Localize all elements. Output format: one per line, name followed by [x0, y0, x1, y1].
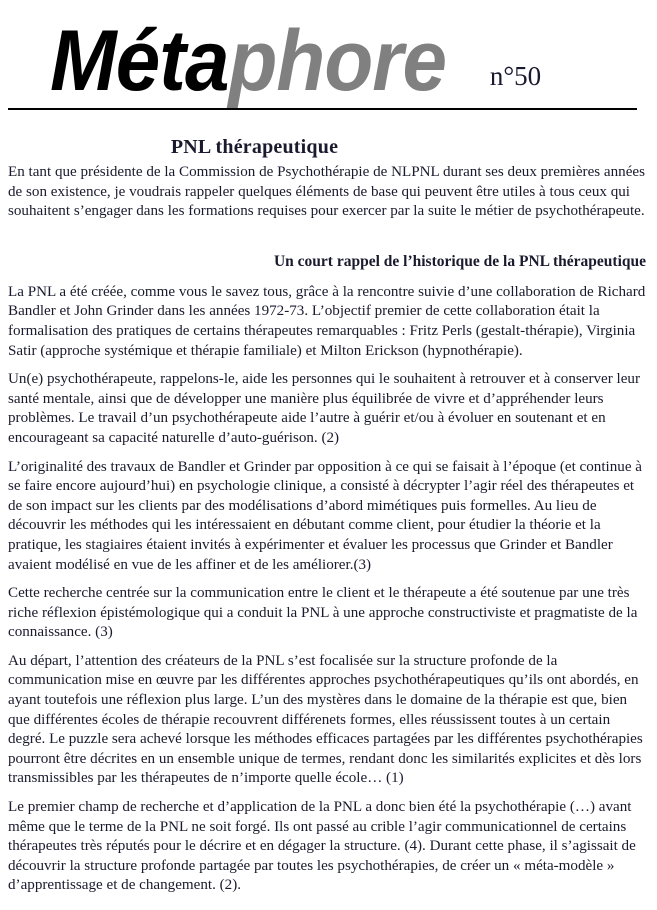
paragraph: La PNL a été créée, comme vous le savez tous, grâce à la rencontre suivie d’une collaboration de Richard Bandler et John Grinder dans les années 1972-73. L’objectif premier de cette collaboration était la formalisation des pratiques de certains thérapeutes remarquables : Fritz Perls (gestalt-thérapie), Virginia Satir (approche systémique et thérapie familiale) et Milton Erickson (hypnothérapie).: [8, 283, 646, 359]
article-body-continued: [8, 271, 649, 896]
publication-title-second-part: phore: [228, 12, 447, 109]
section-heading: Un court rappel de l’historique de la PNL thérapeutique: [273, 252, 646, 270]
publication-title-first-part: Méta: [50, 12, 229, 109]
issue-number: n°50: [489, 61, 542, 91]
page-title: PNL thérapeutique: [170, 136, 339, 158]
article-body: [8, 159, 649, 222]
paragraph: Un(e) psychothérapeute, rappelons-le, aide les personnes qui le souhaitent à retrouver et à conserver leur santé mentale, ainsi que de développer une manière plus équilibrée de vivre et d’appréhender leurs problèmes. Le travail d’un psychothérapeute aide l’autre à guérir et/ou à évoluer en soutenant et en encourageant sa capacité naturelle d’auto-guérison. (2): [8, 371, 641, 446]
paragraph: En tant que présidente de la Commission de Psychothérapie de NLPNL durant ses deux premières années de son existence, je voudrais rappeler quelques éléments de base qui peuvent être utiles à tous ceux qui souhaitent s’engager dans les formations requises pour exercer par la suite le métier de psychothérapeute.: [8, 164, 645, 220]
publication-title: [50, 12, 447, 109]
masthead-divider: [8, 108, 637, 110]
paragraph: Cette recherche centrée sur la communication entre le client et le thérapeute a été soutenue par une très riche réflexion épistémologique qui a conduit la PNL à une approche constructiviste et pragmatiste de la connaissance. (3): [8, 585, 638, 641]
paragraph: L’originalité des travaux de Bandler et Grinder par opposition à ce qui se faisait à l’époque (et continue à se faire encore aujourd’hui) en psychologie clinique, a consisté à décrypter l’agir réel des thérapeutes et de son impact sur les clients par des modélisations d’abord mimétiques puis formelles. Au lieu de découvrir les méthodes qui les intéressaient en débutant comme client, pour étudier la théorie et la pratique, les stagiaires étaient invités à expérimenter et évaluer les processus que Grinder et Bandler avaient modélisé en vue de les affiner et de les améliorer.(3): [8, 458, 642, 573]
masthead: [8, 0, 649, 109]
paragraph: Le premier champ de recherche et d’application de la PNL a donc bien été la psychothérapie (…) avant même que le terme de la PNL ne soit forgé. Ils ont passé au crible l’agir communicationnel de certains thérapeutes très réputés pour le décrire et en dégager la structure. (4). Durant cette phase, il s’agissait de découvrir la structure profonde partagée par toutes les psychothérapies, de créer un « méta-modèle » d’apprentissage et de changement. (2).: [8, 799, 636, 894]
paragraph: Au départ, l’attention des créateurs de la PNL s’est focalisée sur la structure profonde de la communication mise en œuvre par les différentes approches psychothérapeutiques qu’ils ont abordés, en ayant toutefois une réflexion plus large. L’un des mystères dans le domaine de la thérapie est que, bien que différentes écoles de thérapie recouvrent différenets formes, elles réussissent toutes à un certain degré. Le puzzle sera achevé lorsque les méthodes efficaces partagées par les différentes psychothérapies pourront être décrites en un ensemble unique de termes, rendant donc les similarités explicites et dès lors transmissibles par les thérapeutes de n’importe quelle école… (1): [8, 652, 643, 787]
